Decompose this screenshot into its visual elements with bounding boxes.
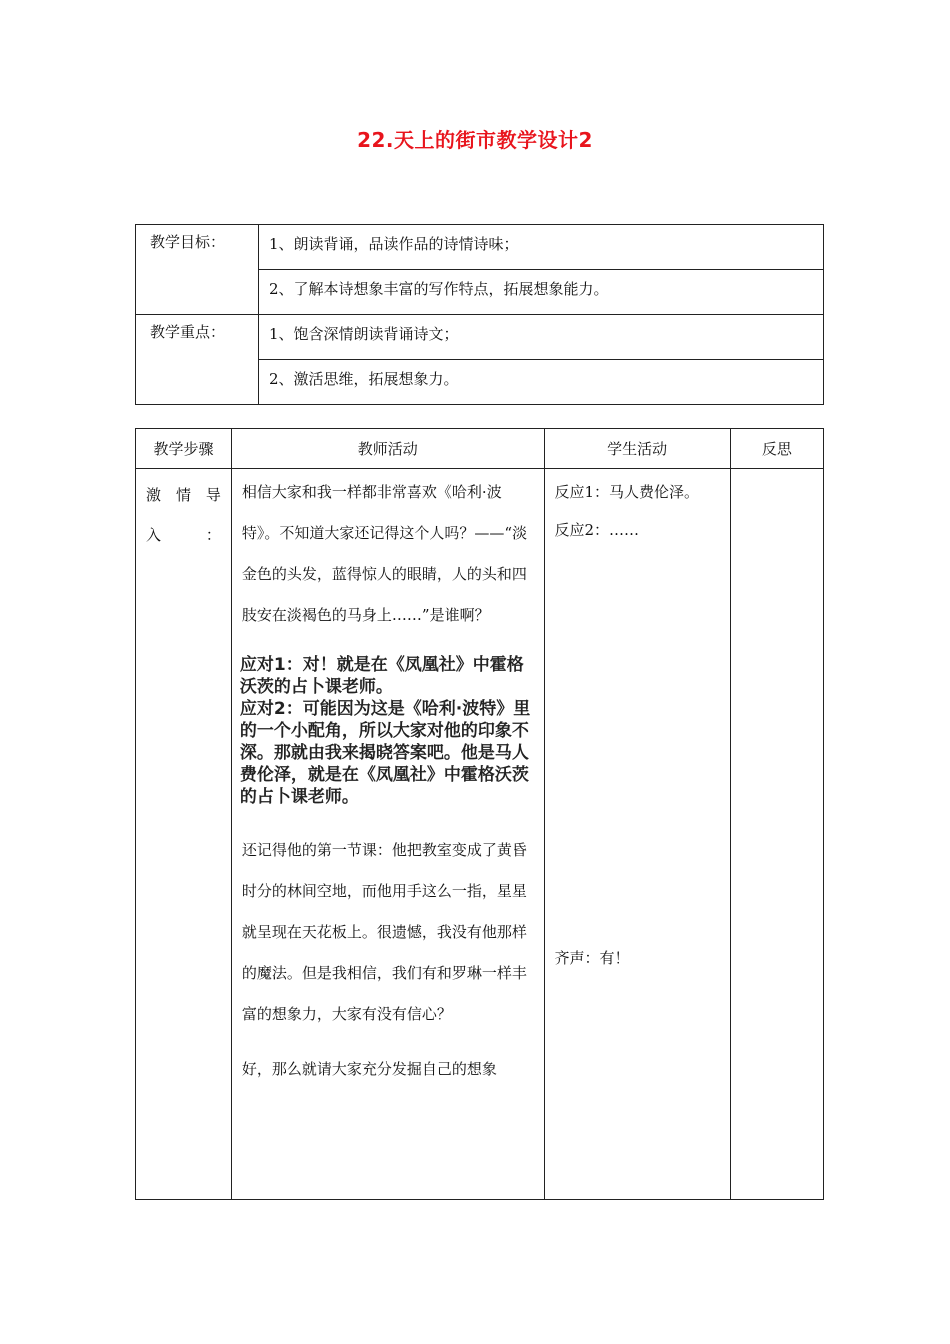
goals-table — [135, 224, 824, 405]
response-line: 应对2：可能因为这是《哈利·波特》里的一个小配角，所以大家对他的印象不深。那就由我来揭晓答案吧。他是马人费伦泽，就是在《凤凰社》中霍格沃茨的占卜课老师。 — [239, 699, 531, 807]
steps-table — [135, 428, 824, 1200]
teacher-cell — [231, 469, 544, 1200]
step-name: 激情导入： — [146, 486, 221, 544]
table-header-row — [136, 429, 824, 469]
student-chorus: 齐声：有！ — [554, 949, 630, 967]
teacher-intro: 相信大家和我一样都非常喜欢《哈利·波特》。不知道大家还记得这个人吗？——“淡金色的头发，蓝得惊人的眼睛，人的头和四肢安在淡褐色的马身上……”是谁啊？ — [241, 483, 528, 624]
teacher-paragraph: 好，那么就请大家充分发掘自己的想象 — [241, 1060, 497, 1078]
header-step: 教学步骤 — [136, 429, 232, 469]
table-row — [136, 469, 824, 1200]
student-response: 反应1：马人费伦泽。 — [554, 483, 700, 501]
page-title: 22.天上的街市教学设计2 — [357, 128, 593, 152]
step-cell — [136, 469, 232, 1200]
table-row — [136, 315, 824, 360]
key-points-label: 教学重点： — [136, 315, 259, 405]
teacher-paragraph: 还记得他的第一节课：他把教室变成了黄昏时分的林间空地，而他用手这么一指，星星就呈现在天花板上。很遗憾，我没有他那样的魔法。但是我相信，我们有和罗琳一样丰富的想象力，大家有没有信心？ — [241, 841, 527, 1023]
reflection-cell — [730, 469, 823, 1200]
table-row — [136, 225, 824, 270]
response-image-text — [240, 648, 536, 814]
objectives-label: 教学目标： — [136, 225, 259, 315]
student-response: 反应2：…… — [554, 521, 640, 539]
objective-item: 2、了解本诗想象丰富的写作特点，拓展想象能力。 — [259, 270, 824, 315]
key-point-item: 2、激活思维，拓展想象力。 — [259, 360, 824, 405]
objective-item: 1、朗读背诵，品读作品的诗情诗味； — [259, 225, 824, 270]
student-cell — [544, 469, 730, 1200]
header-student: 学生活动 — [544, 429, 730, 469]
header-reflection: 反思 — [730, 429, 823, 469]
key-point-item: 1、饱含深情朗读背诵诗文； — [259, 315, 824, 360]
response-line: 应对1：对！就是在《凤凰社》中霍格沃茨的占卜课老师。 — [239, 655, 524, 697]
header-teacher: 教师活动 — [231, 429, 544, 469]
